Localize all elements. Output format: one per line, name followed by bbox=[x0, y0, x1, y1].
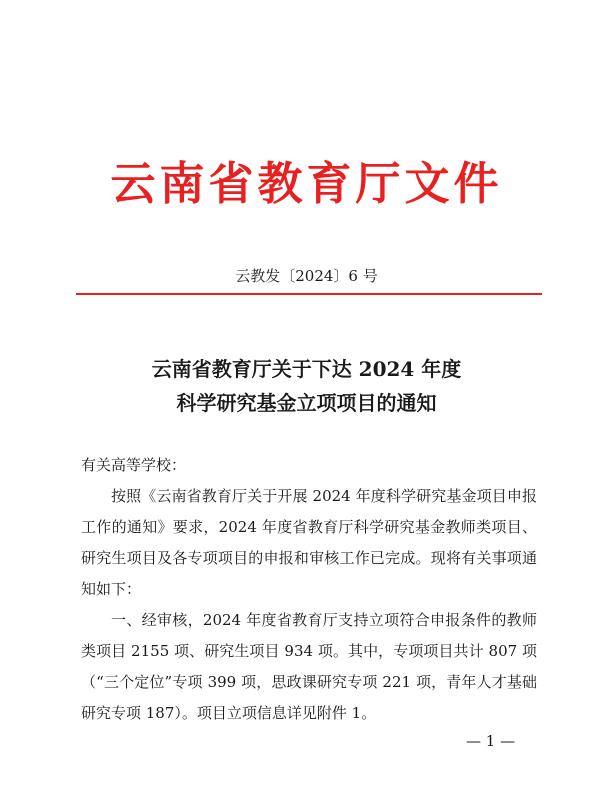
document-header-title: 云南省教育厅文件 bbox=[110, 157, 503, 210]
salutation: 有关高等学校： bbox=[81, 456, 187, 474]
notice-title bbox=[0, 352, 613, 420]
document-body bbox=[81, 450, 537, 729]
body-paragraph: 按照《云南省教育厅关于开展 2024 年度科学研究基金项目申报工作的通知》要求，2024 年度省教育厅科学研究基金教师类项目、研究生项目及各专项项目的申报和审核工作已完成。现将有关事项通知如下： bbox=[81, 487, 537, 598]
red-divider-line bbox=[76, 293, 542, 295]
document-number: 云教发〔2024〕6 号 bbox=[235, 267, 378, 285]
body-paragraph: 一、经审核，2024 年度省教育厅支持立项符合申报条件的教师类项目 2155 项、研究生项目 934 项。其中，专项项目共计 807 项（“三个定位”专项 399 项，思政课研究专项 221 项，青年人才基础研究专项 187）。项目立项信息详见附件 1。 bbox=[81, 611, 537, 722]
notice-title-line-1: 云南省教育厅关于下达 2024 年度 bbox=[151, 357, 462, 381]
notice-title-line-2: 科学研究基金立项项目的通知 bbox=[176, 391, 437, 415]
page-number: — 1 — bbox=[466, 732, 516, 750]
